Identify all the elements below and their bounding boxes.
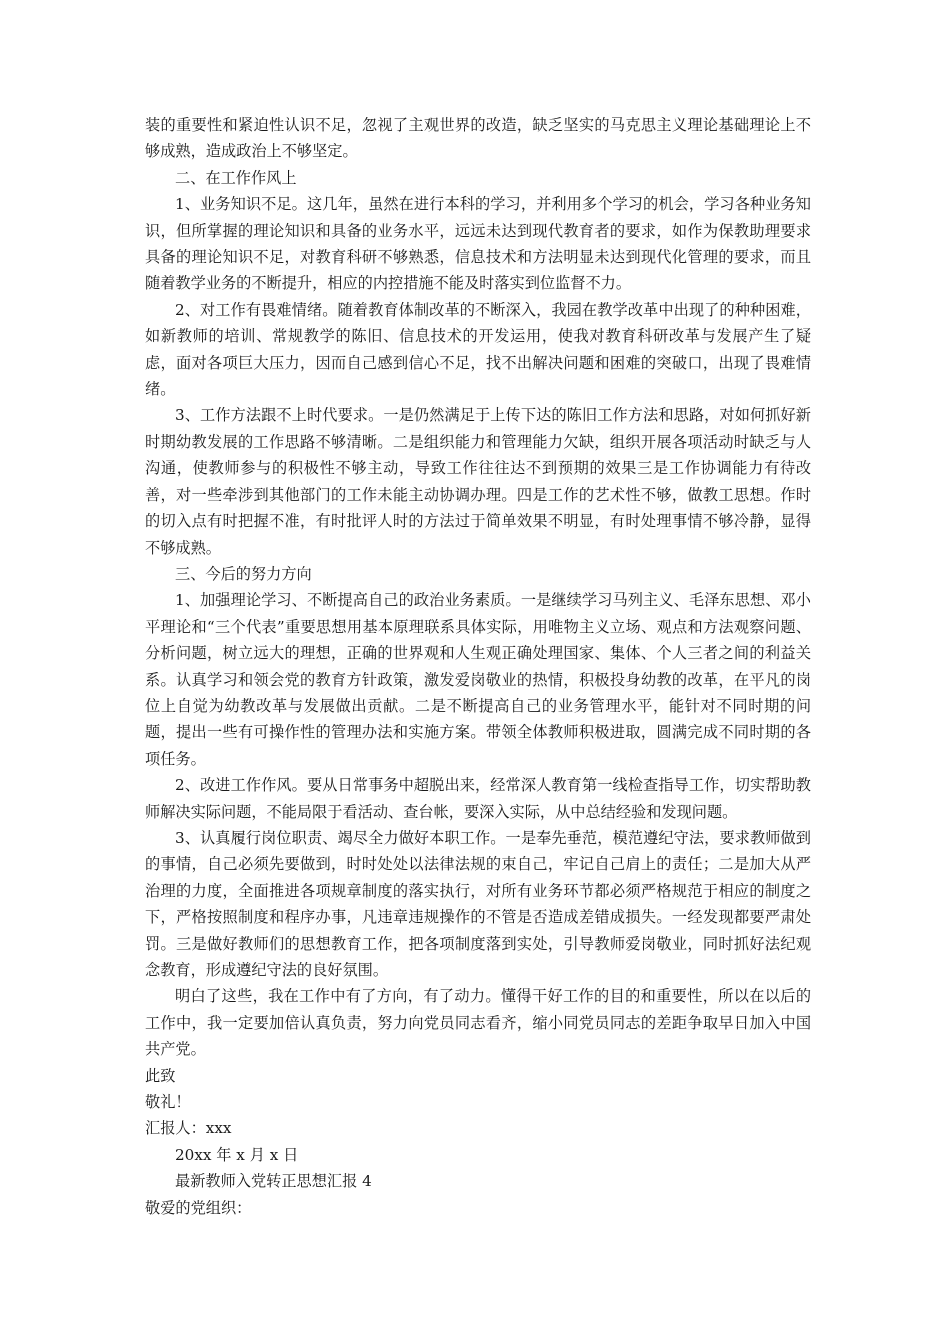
section-heading-future-direction: 三、今后的努力方向 (175, 564, 312, 583)
paragraph-theory-study: 1、加强理论学习、不断提高自己的政治业务素质。一是继续学习马列主义、毛泽东思想、邓小平理论和“三个代表”重要思想用基本原理联系具体实际，用唯物主义立场、观点和方法观察问题、分析问题，树立远大的理想，正确的世界观和人生观正确处理国家、集体、个人三者之间的利益关系。认真学习和领会党的教育方针政策，激发爱岗敬业的热情，积极投身幼教的改革，在平凡的岗位上自觉为幼教改革与发展做出贡献。二是不断提高自己的业务管理水平，能针对不同时期的问题，提出一些有可操作性的管理办法和实施方案。带领全体教师积极进取，圆满完成不同时期的各项任务。 (145, 591, 811, 768)
paragraph-continuation: 装的重要性和紧迫性认识不足，忽视了主观世界的改造，缺乏坚实的马克思主义理论基础理论上不够成熟，造成政治上不够坚定。 (145, 116, 811, 161)
paragraph-improve-work-style: 2、改进工作作风。要从日常事务中超脱出来，经常深人教育第一线检查指导工作，切实帮助教师解决实际问题，不能局限于看活动、查台帐，要深入实际，从中总结经验和发现问题。 (145, 776, 811, 821)
document-body (145, 112, 811, 1221)
paragraph-conclusion: 明白了这些，我在工作中有了方向，有了动力。懂得干好工作的目的和重要性，所以在以后的工作中，我一定要加倍认真负责，努力向党员同志看齐，缩小同党员同志的差距争取早日加入中国共产党。 (145, 987, 811, 1059)
closing-regards: 敬礼！ (145, 1093, 191, 1112)
next-report-greeting: 敬爱的党组织： (145, 1198, 252, 1217)
section-heading-work-style: 二、在工作作风上 (175, 168, 297, 187)
paragraph-business-knowledge: 1、业务知识不足。这几年，虽然在进行本科的学习，并利用多个学习的机会，学习各种业务知识，但所掌握的理论知识和具备的业务水平，远远未达到现代教育者的要求，如作为保教助理要求具备的理论知识不足，对教育科研不够熟悉，信息技术和方法明显未达到现代化管理的要求，而且随着教学业务的不断提升，相应的内控措施不能及时落实到位监督不力。 (145, 195, 811, 293)
paragraph-fulfill-duties: 3、认真履行岗位职责、竭尽全力做好本职工作。一是奉先垂范，模范遵纪守法，要求教师做到的事情，自己必须先要做到，时时处处以法律法规的束自己，牢记自己肩上的责任；二是加大从严治理的力度，全面推进各项规章制度的落实执行，对所有业务环节都必须严格规范于相应的制度之下，严格按照制度和程序办事，凡违章违规操作的不管是否造成差错成损失。一经发现都要严肃处罚。三是做好教师们的思想教育工作，把各项制度落到实处，引导教师爱岗敬业，同时抓好法纪观念教育，形成遵纪守法的良好氛围。 (145, 828, 811, 979)
closing-salutation: 此致 (145, 1066, 176, 1085)
report-date: 20xx 年 x 月 x 日 (175, 1145, 299, 1164)
reporter-name: 汇报人：xxx (145, 1119, 232, 1138)
paragraph-work-methods: 3、工作方法跟不上时代要求。一是仍然满足于上传下达的陈旧工作方法和思路，对如何抓好新时期幼教发展的工作思路不够清晰。二是组织能力和管理能力欠缺，组织开展各项活动时缺乏与人沟通，使教师参与的积极性不够主动，导致工作往往达不到预期的效果三是工作协调能力有待改善，对一些牵涉到其他部门的工作未能主动协调办理。四是工作的艺术性不够，做教工思想。作时的切入点有时把握不准，有时批评人时的方法过于简单效果不明显，有时处理事情不够冷静，显得不够成熟。 (145, 406, 811, 557)
next-report-title: 最新教师入党转正思想汇报 4 (175, 1172, 372, 1191)
paragraph-fear-difficulty: 2、对工作有畏难情绪。随着教育体制改革的不断深入，我园在教学改革中出现了的种种困难，如新教师的培训、常规教学的陈旧、信息技术的开发运用，使我对教育科研改革与发展产生了疑虑，面对各项巨大压力，因而自己感到信心不足，找不出解决问题和困难的突破口，出现了畏难情绪。 (145, 300, 811, 399)
